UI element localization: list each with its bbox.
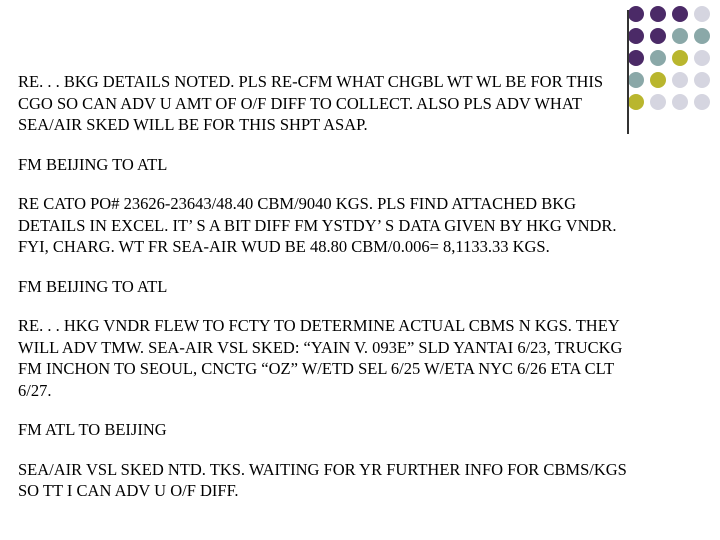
heading-route: FM ATL TO BEIJING [18,420,167,439]
decorative-dot [694,50,710,66]
decorative-dot [628,28,644,44]
heading-route: FM BEIJING TO ATL [18,154,168,174]
decorative-dot [650,6,666,22]
decorative-dot [628,50,644,66]
decorative-dot [672,6,688,22]
heading-route: FM BEIJING TO ATL [18,276,168,296]
message-body [18,71,698,520]
paragraph-booking-details: RE. . . BKG DETAILS NOTED. PLS RE-CFM WHAT CHGBL WT WL BE FOR THIS CGO SO CAN ADV U AMT OF O/F DIFF TO COLLECT. ALSO PLS ADV WHAT SEA/AIR SKED WILL BE FOR THIS SHPT ASAP. [18,72,604,134]
decorative-dot [628,6,644,22]
decorative-dot [694,28,710,44]
paragraph-waiting-info: SEA/AIR VSL SKED NTD. TKS. WAITING FOR YR FURTHER INFO FOR CBMS/KGS SO TT I CAN ADV U O/F DIFF. [18,459,627,500]
decorative-dot [650,28,666,44]
decorative-dot [650,50,666,66]
decorative-dot [672,50,688,66]
decorative-dot [672,28,688,44]
paragraph-vendor-schedule: RE. . . HKG VNDR FLEW TO FCTY TO DETERMINE ACTUAL CBMS N KGS. THEY WILL ADV TMW. SEA-AIR VSL SKED: “YAIN V. 093E” SLD YANTAI 6/23, TRUCKG FM INCHON TO SEOUL, CNCTG “OZ” W/ETD SEL 6/25 W/ETA NYC 6/26 ETA CLT 6/27. [18,316,623,400]
decorative-dot [694,6,710,22]
paragraph-po-details: RE CATO PO# 23626-23643/48.40 CBM/9040 KGS. PLS FIND ATTACHED BKG DETAILS IN EXCEL. IT’ S A BIT DIFF FM YSTDY’ S DATA GIVEN BY HKG VNDR. FYI, CHARG. WT FR SEA-AIR WUD BE 48.80 CBM/0.006= 8,1133.33 KGS. [18,194,617,256]
